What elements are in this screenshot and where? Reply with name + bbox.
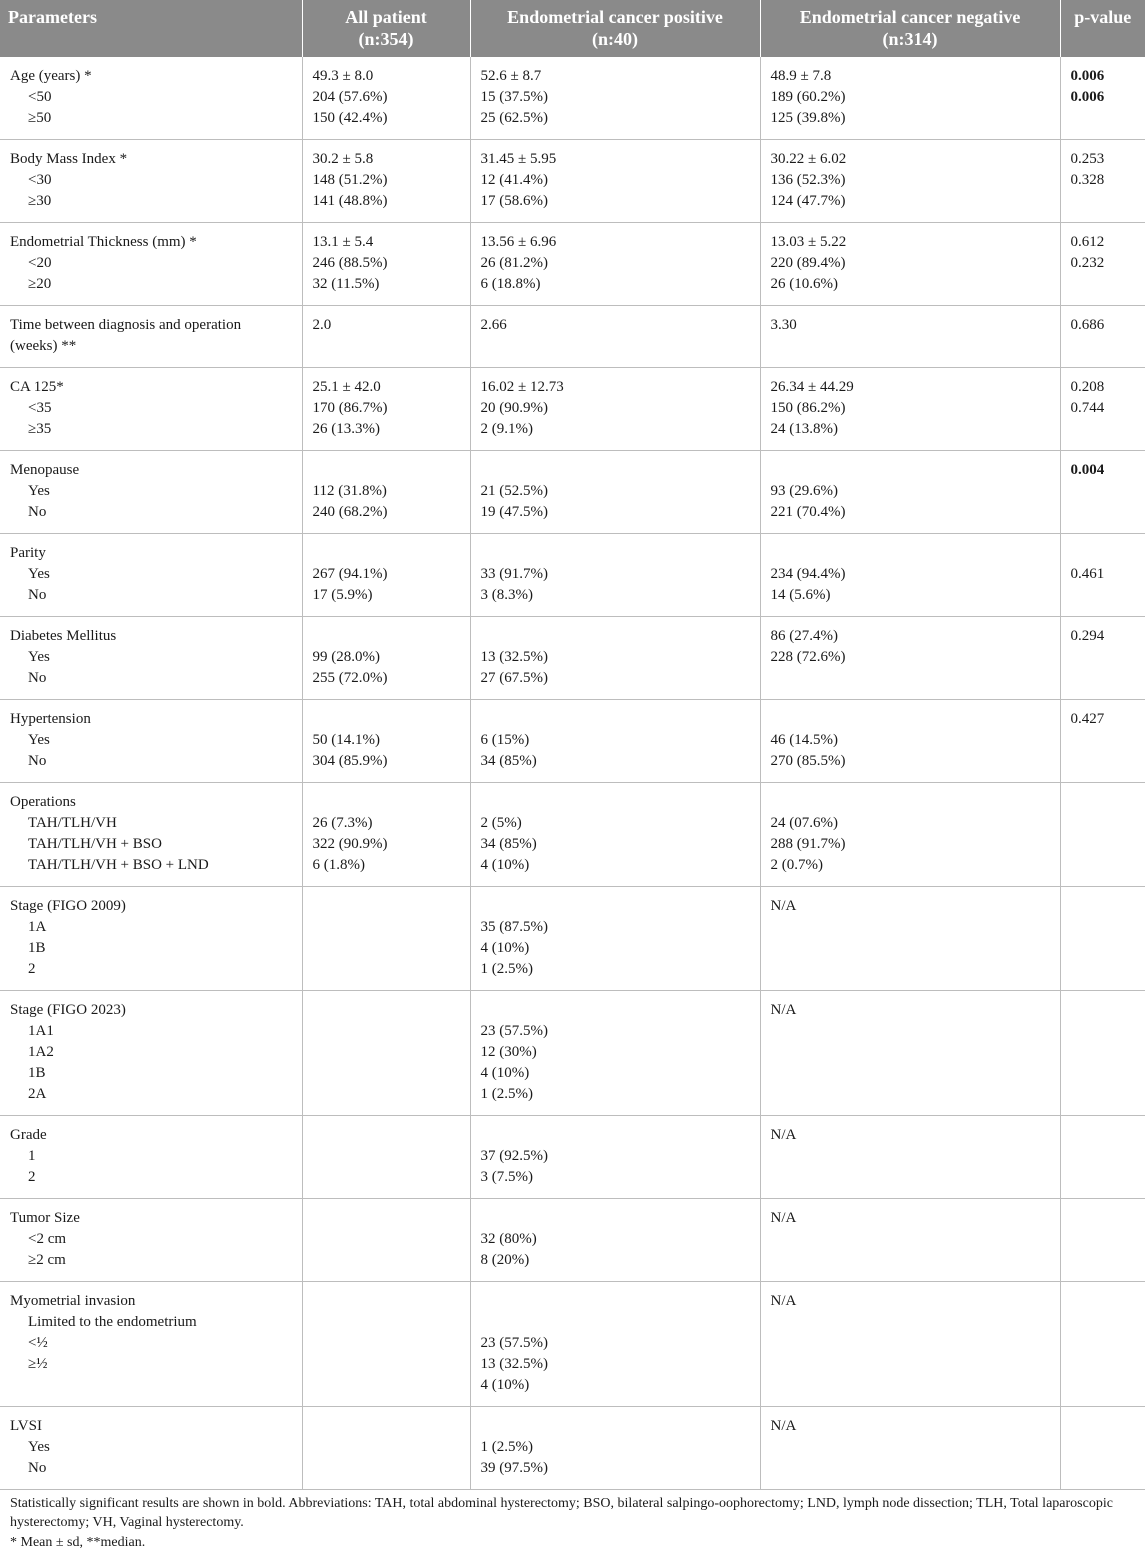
cancer-negative-cell bbox=[760, 1407, 1060, 1490]
cell-value bbox=[313, 1125, 460, 1146]
cancer-positive-cell bbox=[470, 451, 760, 534]
parameter-label: Age (years) * bbox=[10, 68, 92, 84]
header-cancer-positive: Endometrial cancer positive (n:40) bbox=[470, 0, 760, 57]
cell-value: 25.1 ± 42.0 bbox=[312, 379, 381, 395]
cell-value: 52.6 ± 8.7 bbox=[480, 68, 542, 84]
parameter-sublabel: ≥½ bbox=[28, 1356, 48, 1372]
cell-value: 26.34 ± 44.29 bbox=[770, 379, 854, 395]
cell-value: N/A bbox=[770, 1002, 797, 1018]
p-value-cell bbox=[1060, 1116, 1145, 1199]
cell-value: 125 (39.8%) bbox=[770, 110, 846, 126]
cell-value: 26 (10.6%) bbox=[770, 276, 838, 292]
parameter-sublabel: 1A2 bbox=[28, 1044, 54, 1060]
cell-value: 1 (2.5%) bbox=[480, 961, 533, 977]
cell-value bbox=[313, 626, 460, 647]
cell-value bbox=[313, 460, 460, 481]
cancer-positive-cell bbox=[470, 887, 760, 991]
cell-value: 0.294 bbox=[1070, 628, 1105, 644]
cell-value: 0.253 bbox=[1070, 151, 1105, 167]
all-patient-cell bbox=[302, 534, 470, 617]
parameter-sublabel: No bbox=[28, 587, 47, 603]
table-row bbox=[0, 887, 1145, 991]
all-patient-cell bbox=[302, 57, 470, 140]
cell-value: N/A bbox=[770, 1293, 797, 1309]
cell-value: 32 (80%) bbox=[480, 1231, 537, 1247]
cancer-negative-cell bbox=[760, 783, 1060, 887]
p-value-cell bbox=[1060, 57, 1145, 140]
p-value-cell bbox=[1060, 1199, 1145, 1282]
cancer-negative-cell bbox=[760, 1199, 1060, 1282]
all-patient-cell bbox=[302, 783, 470, 887]
cell-value: N/A bbox=[770, 1418, 797, 1434]
p-value-cell bbox=[1060, 617, 1145, 700]
table-row bbox=[0, 223, 1145, 306]
cell-value: 6 (15%) bbox=[480, 732, 530, 748]
parameter-sublabel: 2A bbox=[28, 1086, 47, 1102]
parameter-sublabel: 1 bbox=[28, 1148, 36, 1164]
cell-value: 13.1 ± 5.4 bbox=[312, 234, 374, 250]
cell-value: 30.22 ± 6.02 bbox=[770, 151, 847, 167]
cell-value: 30.2 ± 5.8 bbox=[312, 151, 374, 167]
cell-value bbox=[313, 543, 460, 564]
cell-value bbox=[771, 460, 1050, 481]
header-all-patient: All patient (n:354) bbox=[302, 0, 470, 57]
parameter-cell bbox=[0, 534, 302, 617]
parameter-label: Body Mass Index * bbox=[10, 151, 128, 167]
parameter-sublabel: 2 bbox=[28, 1169, 36, 1185]
all-patient-cell bbox=[302, 306, 470, 368]
cell-value: 34 (85%) bbox=[480, 753, 537, 769]
cell-value: 16.02 ± 12.73 bbox=[480, 379, 564, 395]
parameter-cell bbox=[0, 1282, 302, 1407]
parameter-cell bbox=[0, 700, 302, 783]
table-row bbox=[0, 783, 1145, 887]
cell-value: 13.03 ± 5.22 bbox=[770, 234, 847, 250]
p-value-cell bbox=[1060, 1407, 1145, 1490]
cell-value: 240 (68.2%) bbox=[312, 504, 388, 520]
cell-value: 33 (91.7%) bbox=[480, 566, 548, 582]
cell-value bbox=[313, 792, 460, 813]
cell-value: 1 (2.5%) bbox=[480, 1439, 533, 1455]
parameter-sublabel: No bbox=[28, 670, 47, 686]
parameter-sublabel: 1A1 bbox=[28, 1023, 54, 1039]
cell-value: 3.30 bbox=[770, 317, 797, 333]
cell-value: 136 (52.3%) bbox=[770, 172, 846, 188]
cancer-negative-cell bbox=[760, 140, 1060, 223]
cell-value bbox=[481, 896, 750, 917]
cell-value: 39 (97.5%) bbox=[480, 1460, 548, 1476]
parameter-cell bbox=[0, 223, 302, 306]
cell-value: 204 (57.6%) bbox=[312, 89, 388, 105]
cell-value bbox=[1071, 1000, 1136, 1021]
parameter-sublabel: 1B bbox=[28, 1065, 46, 1081]
cancer-positive-cell bbox=[470, 617, 760, 700]
cell-value: 0.744 bbox=[1070, 400, 1105, 416]
parameter-cell bbox=[0, 617, 302, 700]
parameter-cell bbox=[0, 1407, 302, 1490]
cell-value: 0.208 bbox=[1070, 379, 1105, 395]
cell-value: N/A bbox=[770, 1210, 797, 1226]
parameter-label: Endometrial Thickness (mm) * bbox=[10, 234, 197, 250]
table-row bbox=[0, 57, 1145, 140]
cell-value: 4 (10%) bbox=[480, 1377, 530, 1393]
parameter-label: Stage (FIGO 2009) bbox=[10, 898, 126, 914]
parameter-sublabel: 1B bbox=[28, 940, 46, 956]
cell-value: 267 (94.1%) bbox=[312, 566, 388, 582]
cell-value: 34 (85%) bbox=[480, 836, 537, 852]
cell-value bbox=[313, 709, 460, 730]
cell-value: 234 (94.4%) bbox=[770, 566, 846, 582]
cell-value: 17 (5.9%) bbox=[312, 587, 373, 603]
all-patient-cell bbox=[302, 617, 470, 700]
parameter-sublabel: Yes bbox=[28, 1439, 50, 1455]
cancer-negative-cell bbox=[760, 368, 1060, 451]
cell-value: 31.45 ± 5.95 bbox=[480, 151, 557, 167]
cancer-positive-cell bbox=[470, 1116, 760, 1199]
all-patient-cell bbox=[302, 1199, 470, 1282]
cell-value: 25 (62.5%) bbox=[480, 110, 548, 126]
parameter-sublabel: ≥30 bbox=[28, 193, 52, 209]
cancer-positive-cell bbox=[470, 783, 760, 887]
parameter-label: Diabetes Mellitus bbox=[10, 628, 117, 644]
cancer-negative-cell bbox=[760, 991, 1060, 1116]
cell-value: 4 (10%) bbox=[480, 857, 530, 873]
parameter-sublabel: Yes bbox=[28, 732, 50, 748]
cell-value: 3 (8.3%) bbox=[480, 587, 533, 603]
cell-value: 49.3 ± 8.0 bbox=[312, 68, 374, 84]
cell-value bbox=[771, 792, 1050, 813]
parameter-cell bbox=[0, 991, 302, 1116]
parameter-label: Hypertension bbox=[10, 711, 91, 727]
cancer-positive-cell bbox=[470, 1407, 760, 1490]
cancer-positive-cell bbox=[470, 140, 760, 223]
cell-value: 26 (13.3%) bbox=[312, 421, 380, 437]
cell-value bbox=[481, 1291, 750, 1312]
cancer-negative-cell bbox=[760, 1282, 1060, 1407]
parameter-sublabel: <30 bbox=[28, 172, 52, 188]
all-patient-cell bbox=[302, 451, 470, 534]
header-parameters: Parameters bbox=[0, 0, 302, 57]
parameter-sublabel: <20 bbox=[28, 255, 52, 271]
parameter-label: LVSI bbox=[10, 1418, 42, 1434]
cell-value: 141 (48.8%) bbox=[312, 193, 388, 209]
cell-value bbox=[481, 1208, 750, 1229]
cell-value: 0.232 bbox=[1070, 255, 1105, 271]
all-patient-cell bbox=[302, 1407, 470, 1490]
cell-value: 304 (85.9%) bbox=[312, 753, 388, 769]
footnote-stats-legend: * Mean ± sd, **median. bbox=[10, 1535, 146, 1550]
cell-value: 93 (29.6%) bbox=[770, 483, 838, 499]
cell-value: 2.66 bbox=[480, 317, 507, 333]
cell-value: 23 (57.5%) bbox=[480, 1335, 548, 1351]
cell-value bbox=[313, 1291, 460, 1312]
parameter-cell bbox=[0, 57, 302, 140]
all-patient-cell bbox=[302, 368, 470, 451]
cancer-negative-cell bbox=[760, 223, 1060, 306]
cell-value bbox=[481, 792, 750, 813]
cell-value: 124 (47.7%) bbox=[770, 193, 846, 209]
cell-value: 4 (10%) bbox=[480, 940, 530, 956]
parameter-sublabel: Limited to the endometrium bbox=[28, 1314, 197, 1330]
cell-value bbox=[481, 626, 750, 647]
cell-value: 37 (92.5%) bbox=[480, 1148, 548, 1164]
cell-value: 246 (88.5%) bbox=[312, 255, 388, 271]
parameter-sublabel: No bbox=[28, 753, 47, 769]
cell-value: 13.56 ± 6.96 bbox=[480, 234, 557, 250]
table-row bbox=[0, 1199, 1145, 1282]
cell-value bbox=[1071, 896, 1136, 917]
cancer-positive-cell bbox=[470, 534, 760, 617]
parameter-sublabel: <35 bbox=[28, 400, 52, 416]
cell-value: 150 (86.2%) bbox=[770, 400, 846, 416]
cell-value: 14 (5.6%) bbox=[770, 587, 831, 603]
p-value-cell bbox=[1060, 1282, 1145, 1407]
parameter-sublabel: No bbox=[28, 504, 47, 520]
parameter-cell bbox=[0, 783, 302, 887]
cell-value bbox=[771, 543, 1050, 564]
cell-value: 21 (52.5%) bbox=[480, 483, 548, 499]
table-row bbox=[0, 1407, 1145, 1490]
table-row bbox=[0, 617, 1145, 700]
cell-value: 46 (14.5%) bbox=[770, 732, 838, 748]
parameter-sublabel: <50 bbox=[28, 89, 52, 105]
parameter-label: Grade bbox=[10, 1127, 47, 1143]
cell-value: 2 (9.1%) bbox=[480, 421, 533, 437]
parameter-sublabel: <2 cm bbox=[28, 1231, 67, 1247]
cell-value: 13 (32.5%) bbox=[480, 1356, 548, 1372]
parameter-label: Stage (FIGO 2023) bbox=[10, 1002, 126, 1018]
cell-value: 0.461 bbox=[1070, 566, 1105, 582]
p-value-cell bbox=[1060, 783, 1145, 887]
cell-value bbox=[481, 1000, 750, 1021]
cell-value: N/A bbox=[770, 898, 797, 914]
cell-value bbox=[313, 1000, 460, 1021]
cell-value: 270 (85.5%) bbox=[770, 753, 846, 769]
cell-value: 50 (14.1%) bbox=[312, 732, 380, 748]
all-patient-cell bbox=[302, 1116, 470, 1199]
cell-value: 26 (7.3%) bbox=[312, 815, 373, 831]
all-patient-cell bbox=[302, 1282, 470, 1407]
cancer-negative-cell bbox=[760, 306, 1060, 368]
table-row bbox=[0, 306, 1145, 368]
cell-value: 32 (11.5%) bbox=[312, 276, 380, 292]
cell-value bbox=[1071, 1416, 1136, 1437]
cancer-positive-cell bbox=[470, 368, 760, 451]
cancer-positive-cell bbox=[470, 991, 760, 1116]
footnote-abbreviations: Statistically significant results are shown in bold. Abbreviations: TAH, total abdominal hysterectomy; BSO, bilateral salpingo-oophorectomy; LND, lymph node dissection; TLH, Total laparoscopic hysterectomy; VH, Vaginal hysterectomy. bbox=[10, 1496, 1113, 1530]
cell-value: 148 (51.2%) bbox=[312, 172, 388, 188]
p-value-cell bbox=[1060, 991, 1145, 1116]
table-row bbox=[0, 140, 1145, 223]
cell-value bbox=[1071, 1291, 1136, 1312]
cancer-negative-cell bbox=[760, 57, 1060, 140]
all-patient-cell bbox=[302, 223, 470, 306]
header-p-value: p-value bbox=[1060, 0, 1145, 57]
parameter-label: Operations bbox=[10, 794, 76, 810]
p-value-cell bbox=[1060, 887, 1145, 991]
header-cancer-negative: Endometrial cancer negative (n:314) bbox=[760, 0, 1060, 57]
all-patient-cell bbox=[302, 991, 470, 1116]
cell-value: 15 (37.5%) bbox=[480, 89, 548, 105]
parameter-cell bbox=[0, 140, 302, 223]
cancer-negative-cell bbox=[760, 451, 1060, 534]
cell-value: 6 (18.8%) bbox=[480, 276, 541, 292]
table-body bbox=[0, 57, 1145, 1490]
parameter-cell bbox=[0, 451, 302, 534]
cancer-positive-cell bbox=[470, 700, 760, 783]
cell-value: 48.9 ± 7.8 bbox=[770, 68, 832, 84]
all-patient-cell bbox=[302, 887, 470, 991]
cancer-negative-cell bbox=[760, 887, 1060, 991]
cell-value: 99 (28.0%) bbox=[312, 649, 380, 665]
parameter-sublabel: ≥50 bbox=[28, 110, 52, 126]
parameter-label: Menopause bbox=[10, 462, 80, 478]
cell-value: 23 (57.5%) bbox=[480, 1023, 548, 1039]
cell-value bbox=[1071, 543, 1136, 564]
cell-value: 19 (47.5%) bbox=[480, 504, 548, 520]
cell-value bbox=[313, 1208, 460, 1229]
all-patient-cell bbox=[302, 140, 470, 223]
cell-value bbox=[481, 460, 750, 481]
cell-value bbox=[481, 1125, 750, 1146]
cell-value: 20 (90.9%) bbox=[480, 400, 548, 416]
parameter-sublabel: 2 bbox=[28, 961, 36, 977]
cell-value: 170 (86.7%) bbox=[312, 400, 388, 416]
cell-value bbox=[481, 1416, 750, 1437]
parameter-cell bbox=[0, 368, 302, 451]
cell-value: 0.006 bbox=[1070, 68, 1105, 84]
cancer-positive-cell bbox=[470, 1282, 760, 1407]
header-row bbox=[0, 0, 1145, 57]
table-row bbox=[0, 1282, 1145, 1407]
parameter-label: Parity bbox=[10, 545, 46, 561]
table-row bbox=[0, 991, 1145, 1116]
cell-value: 228 (72.6%) bbox=[770, 649, 846, 665]
parameter-sublabel: Yes bbox=[28, 483, 50, 499]
cancer-negative-cell bbox=[760, 534, 1060, 617]
cell-value: 322 (90.9%) bbox=[312, 836, 388, 852]
cell-value bbox=[1071, 1125, 1136, 1146]
cell-value: 189 (60.2%) bbox=[770, 89, 846, 105]
parameter-sublabel: ≥35 bbox=[28, 421, 52, 437]
cell-value: 6 (1.8%) bbox=[312, 857, 365, 873]
cell-value: 27 (67.5%) bbox=[480, 670, 548, 686]
cell-value: 4 (10%) bbox=[480, 1065, 530, 1081]
cell-value: 0.004 bbox=[1070, 462, 1105, 478]
all-patient-cell bbox=[302, 700, 470, 783]
parameter-label: Tumor Size bbox=[10, 1210, 80, 1226]
cell-value bbox=[313, 896, 460, 917]
cell-value bbox=[1071, 792, 1136, 813]
parameter-cell bbox=[0, 887, 302, 991]
parameter-sublabel: Yes bbox=[28, 649, 50, 665]
cell-value: 0.686 bbox=[1070, 317, 1105, 333]
parameter-sublabel: ≥2 cm bbox=[28, 1252, 66, 1268]
cell-value: 17 (58.6%) bbox=[480, 193, 548, 209]
cell-value: 12 (41.4%) bbox=[480, 172, 548, 188]
cell-value: 86 (27.4%) bbox=[770, 628, 838, 644]
parameter-sublabel: TAH/TLH/VH bbox=[28, 815, 117, 831]
cell-value: 2 (0.7%) bbox=[770, 857, 823, 873]
parameter-cell bbox=[0, 306, 302, 368]
cancer-positive-cell bbox=[470, 57, 760, 140]
parameter-sublabel: <½ bbox=[28, 1335, 48, 1351]
parameter-cell bbox=[0, 1199, 302, 1282]
cell-value: 288 (91.7%) bbox=[770, 836, 846, 852]
cell-value bbox=[481, 709, 750, 730]
cancer-positive-cell bbox=[470, 1199, 760, 1282]
p-value-cell bbox=[1060, 223, 1145, 306]
parameter-label: CA 125* bbox=[10, 379, 64, 395]
parameter-sublabel: TAH/TLH/VH + BSO bbox=[28, 836, 162, 852]
p-value-cell bbox=[1060, 306, 1145, 368]
cell-value: 221 (70.4%) bbox=[770, 504, 846, 520]
table-row bbox=[0, 700, 1145, 783]
cell-value: 255 (72.0%) bbox=[312, 670, 388, 686]
cell-value: 12 (30%) bbox=[480, 1044, 537, 1060]
cell-value: 112 (31.8%) bbox=[312, 483, 387, 499]
cell-value bbox=[481, 543, 750, 564]
cell-value bbox=[771, 709, 1050, 730]
p-value-cell bbox=[1060, 368, 1145, 451]
cell-value: 24 (07.6%) bbox=[770, 815, 838, 831]
cell-value: 0.612 bbox=[1070, 234, 1105, 250]
cell-value: 35 (87.5%) bbox=[480, 919, 548, 935]
cell-value: 24 (13.8%) bbox=[770, 421, 838, 437]
parameter-sublabel: Yes bbox=[28, 566, 50, 582]
table-row bbox=[0, 451, 1145, 534]
cell-value: 13 (32.5%) bbox=[480, 649, 548, 665]
table-row bbox=[0, 1116, 1145, 1199]
table-row bbox=[0, 368, 1145, 451]
cell-value: 220 (89.4%) bbox=[770, 255, 846, 271]
cell-value: 0.427 bbox=[1070, 711, 1105, 727]
parameter-sublabel: TAH/TLH/VH + BSO + LND bbox=[28, 857, 209, 873]
cell-value bbox=[481, 1312, 750, 1333]
cell-value bbox=[313, 1416, 460, 1437]
parameter-sublabel: 1A bbox=[28, 919, 47, 935]
table-row bbox=[0, 534, 1145, 617]
cell-value: N/A bbox=[770, 1127, 797, 1143]
p-value-cell bbox=[1060, 140, 1145, 223]
cell-value: 0.328 bbox=[1070, 172, 1105, 188]
cancer-positive-cell bbox=[470, 223, 760, 306]
parameter-label: Time between diagnosis and operation (weeks) ** bbox=[10, 317, 242, 354]
cancer-negative-cell bbox=[760, 617, 1060, 700]
cancer-positive-cell bbox=[470, 306, 760, 368]
p-value-cell bbox=[1060, 451, 1145, 534]
cancer-negative-cell bbox=[760, 1116, 1060, 1199]
cell-value: 26 (81.2%) bbox=[480, 255, 548, 271]
p-value-cell bbox=[1060, 534, 1145, 617]
cell-value: 2 (5%) bbox=[480, 815, 522, 831]
cell-value bbox=[1071, 1208, 1136, 1229]
table-footnotes bbox=[0, 1490, 1145, 1552]
parameter-sublabel: ≥20 bbox=[28, 276, 52, 292]
p-value-cell bbox=[1060, 700, 1145, 783]
cell-value: 3 (7.5%) bbox=[480, 1169, 533, 1185]
cell-value: 0.006 bbox=[1070, 89, 1105, 105]
parameter-cell bbox=[0, 1116, 302, 1199]
parameter-sublabel: No bbox=[28, 1460, 47, 1476]
cell-value: 150 (42.4%) bbox=[312, 110, 388, 126]
cell-value: 1 (2.5%) bbox=[480, 1086, 533, 1102]
cell-value: 8 (20%) bbox=[480, 1252, 530, 1268]
cell-value: 2.0 bbox=[312, 317, 332, 333]
cancer-negative-cell bbox=[760, 700, 1060, 783]
parameter-label: Myometrial invasion bbox=[10, 1293, 136, 1309]
